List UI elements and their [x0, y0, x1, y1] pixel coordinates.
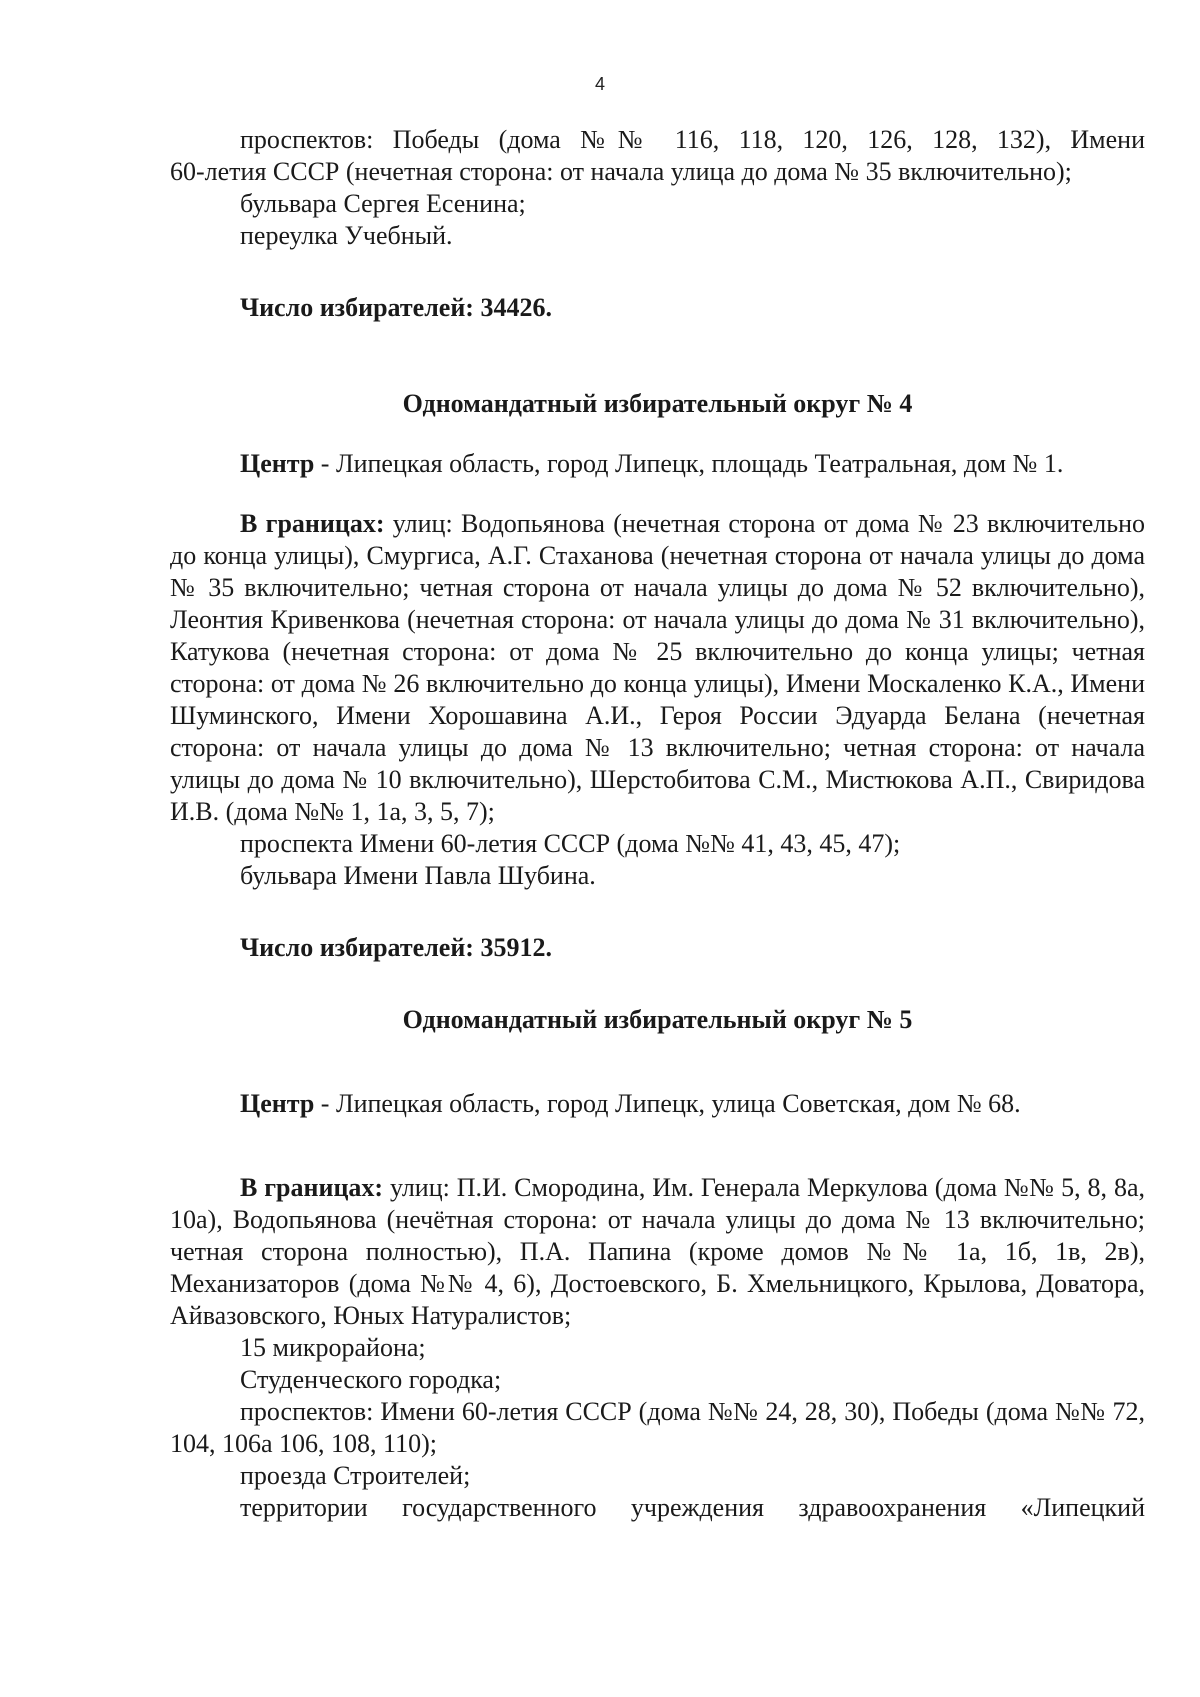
district-5-prospects: проспектов: Имени 60-летия СССР (дома №№ 24, 28, 30), Победы (дома №№ 72, 104, 106а 106, 108, 110); — [170, 1397, 1145, 1458]
center-address: - Липецкая область, город Липецк, улица Советская, дом № 68. — [314, 1089, 1021, 1118]
bounds-label: В границах: — [240, 1173, 384, 1202]
district-5-center — [170, 1088, 1145, 1120]
voters-count-district-3: Число избирателей: 34426. — [240, 293, 552, 322]
district-4-bounds — [170, 508, 1145, 828]
district-4-prospect: проспекта Имени 60-летия СССР (дома №№ 41, 43, 45, 47); — [240, 829, 901, 858]
center-label: Центр — [240, 1089, 315, 1118]
intro-line-2: 60-летия СССР (нечетная сторона: от начала улица до дома № 35 включительно); — [170, 157, 1072, 186]
district-4-heading: Одномандатный избирательный округ № 4 — [402, 389, 913, 418]
district-5-campus: Студенческого городка; — [240, 1365, 502, 1394]
intro-line-3: бульвара Сергея Есенина; — [240, 189, 526, 218]
intro-line-1: проспектов: Победы (дома №№ 116, 118, 120, 126, 128, 132), Имени — [240, 125, 1145, 154]
district-5-passage: проезда Строителей; — [240, 1461, 471, 1490]
district-5-heading: Одномандатный избирательный округ № 5 — [402, 1005, 913, 1034]
district-5-territory: территории государственного учреждения здравоохранения «Липецкий — [240, 1493, 1145, 1522]
voters-count-district-4: Число избирателей: 35912. — [240, 933, 552, 962]
district-5-bounds — [170, 1172, 1145, 1332]
page-number: 4 — [594, 74, 605, 94]
bounds-text: улиц: Водопьянова (нечетная сторона от дома № 23 включительно до конца улицы), Смургиса, А.Г. Стаханова (нечетная сторона от начала улицы до дома № 35 включительно; четная сторона от начала улицы до дома № 52 включительно), Леонтия Кривенкова (нечетная сторона: от начала улицы до дома № 31 включительно), Катукова (нечетная сторона: от дома № 25 включительно до конца улицы; четная сторона: от дома № 26 включительно до конца улицы), Имени Москаленко К.А., Имени Шуминского, Имени Хорошавина А.И., Героя России Эдуарда Белана (нечетная сторона: от начала улицы до дома № 13 включительно; четная сторона: от начала улицы до дома № 10 включительно), Шерстобитова С.М., Мистюкова А.П., Свиридова И.В. (дома №№ 1, 1а, 3, 5, 7); — [170, 509, 1145, 826]
district-4-center — [170, 448, 1145, 480]
bounds-label: В границах: — [240, 509, 385, 538]
document-body — [170, 124, 1145, 1524]
district-4-boulevard: бульвара Имени Павла Шубина. — [240, 861, 596, 890]
bounds-text: улиц: П.И. Смородина, Им. Генерала Меркулова (дома №№ 5, 8, 8а, 10а), Водопьянова (нечётная сторона: от начала улицы до дома № 13 включительно; четная сторона полностью), П.А. Папина (кроме домов №№ 1а, 1б, 1в, 2в), Механизаторов (дома №№ 4, 6), Достоевского, Б. Хмельницкого, Крылова, Доватора, Айвазовского, Юных Натуралистов; — [170, 1173, 1145, 1330]
center-label: Центр — [240, 449, 315, 478]
district-5-microdistrict: 15 микрорайона; — [240, 1333, 426, 1362]
center-address: - Липецкая область, город Липецк, площадь Театральная, дом № 1. — [314, 449, 1064, 478]
intro-line-4: переулка Учебный. — [240, 221, 453, 250]
